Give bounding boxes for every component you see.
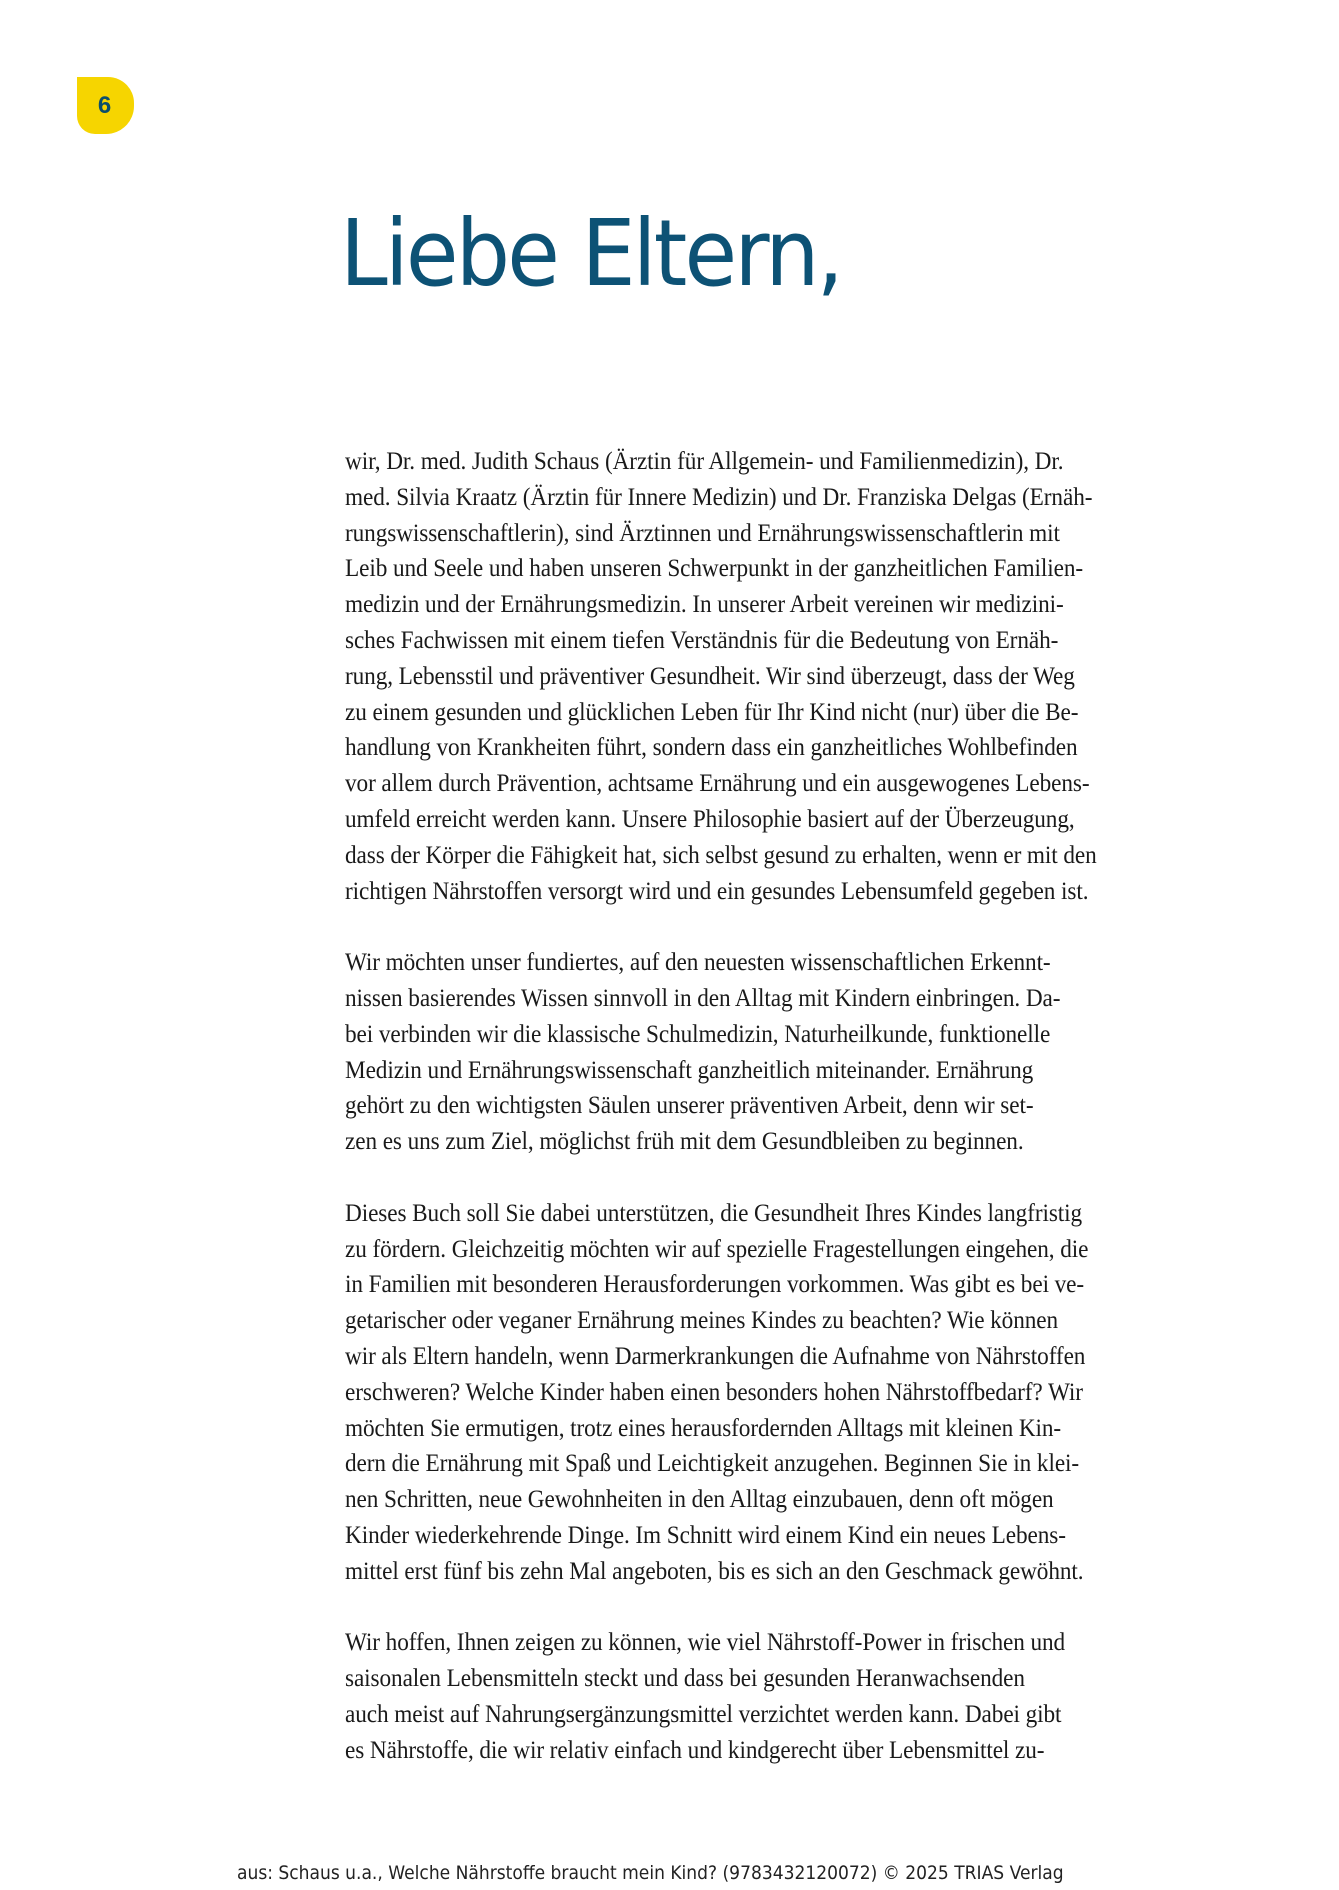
page-number: 6 (97, 91, 112, 119)
text-line: zu einem gesunden und glücklichen Leben für Ihr Kind nicht (nur) über die Be- (345, 698, 1079, 726)
text-line: dass der Körper die Fähigkeit hat, sich selbst gesund zu erhalten, wenn er mit den (345, 841, 1097, 869)
text-line: gehört zu den wichtigsten Säulen unserer präventiven Arbeit, denn wir set- (345, 1092, 1034, 1120)
text-line: mittel erst fünf bis zehn Mal angeboten, bis es sich an den Geschmack gewöhnt. (345, 1557, 1084, 1585)
text-line: med. Silvia Kraatz (Ärztin für Innere Medizin) und Dr. Franziska Delgas (Ernäh- (345, 483, 1093, 511)
body-text (345, 444, 1225, 1804)
text-line: saisonalen Lebensmitteln steckt und dass bei gesunden Heranwachsenden (345, 1665, 1025, 1693)
text-line: Medizin und Ernährungswissenschaft ganzheitlich miteinander. Ernährung (345, 1056, 1034, 1084)
paragraph-book-purpose (345, 1196, 1225, 1590)
text-line: handlung von Krankheiten führt, sondern dass ein ganzheitliches Wohlbefinden (345, 734, 1078, 762)
text-line: sches Fachwissen mit einem tiefen Verständnis für die Bedeutung von Ernäh- (345, 626, 1059, 654)
text-line: nen Schritten, neue Gewohnheiten in den Alltag einzubauen, denn oft mögen (345, 1486, 1054, 1514)
text-line: es Nährstoffe, die wir relativ einfach und kindgerecht über Lebensmittel zu- (345, 1736, 1045, 1764)
text-line: möchten Sie ermutigen, trotz eines herausfordernden Alltags mit kleinen Kin- (345, 1414, 1062, 1442)
paragraph-knowledge (345, 945, 1225, 1160)
text-line: umfeld erreicht werden kann. Unsere Philosophie basiert auf der Überzeugung, (345, 805, 1075, 833)
text-line: zen es uns zum Ziel, möglichst früh mit dem Gesundbleiben zu beginnen. (345, 1128, 1024, 1156)
text-line: Dieses Buch soll Sie dabei unterstützen, die Gesundheit Ihres Kindes langfristig (345, 1199, 1083, 1227)
text-line: erschweren? Welche Kinder haben einen besonders hohen Nährstoffbedarf? Wir (345, 1378, 1083, 1406)
text-line: getarischer oder veganer Ernährung meines Kindes zu beachten? Wie können (345, 1307, 1059, 1335)
text-line: wir, Dr. med. Judith Schaus (Ärztin für Allgemein- und Familienmedizin), Dr. (345, 448, 1064, 475)
paragraph-hope (345, 1625, 1225, 1768)
text-line: rungswissenschaftlerin), sind Ärztinnen und Ernährungswissenschaftlerin mit (345, 519, 1060, 547)
text-line: in Familien mit besonderen Herausforderungen vorkommen. Was gibt es bei ve- (345, 1271, 1085, 1299)
page-title: Liebe Eltern, (340, 200, 842, 307)
page-number-badge (77, 77, 134, 134)
text-line: auch meist auf Nahrungsergänzungsmittel verzichtet werden kann. Dabei gibt (345, 1700, 1062, 1728)
copyright-footer: aus: Schaus u.a., Welche Nährstoffe braucht mein Kind? (9783432120072) © 2025 TRIAS Verlag (237, 1862, 1064, 1884)
text-line: wir als Eltern handeln, wenn Darmerkrankungen die Aufnahme von Nährstoffen (345, 1342, 1086, 1370)
text-line: medizin und der Ernährungsmedizin. In unserer Arbeit vereinen wir medizini- (345, 591, 1064, 619)
text-line: Kinder wiederkehrende Dinge. Im Schnitt wird einem Kind ein neues Lebens- (345, 1521, 1066, 1549)
text-line: Wir möchten unser fundiertes, auf den neuesten wissenschaftlichen Erkennt- (345, 949, 1051, 977)
text-line: richtigen Nährstoffen versorgt wird und ein gesundes Lebensumfeld gegeben ist. (345, 877, 1089, 905)
text-line: Wir hoffen, Ihnen zeigen zu können, wie viel Nährstoff-Power in frischen und (345, 1629, 1066, 1657)
text-line: nissen basierendes Wissen sinnvoll in den Alltag mit Kindern einbringen. Da- (345, 984, 1061, 1012)
paragraph-intro (345, 444, 1225, 909)
text-line: vor allem durch Prävention, achtsame Ernährung und ein ausgewogenes Lebens- (345, 770, 1090, 798)
text-line: rung, Lebensstil und präventiver Gesundheit. Wir sind überzeugt, dass der Weg (345, 662, 1075, 690)
text-line: bei verbinden wir die klassische Schulmedizin, Naturheilkunde, funktionelle (345, 1020, 1051, 1048)
text-line: dern die Ernährung mit Spaß und Leichtigkeit anzugehen. Beginnen Sie in klei- (345, 1450, 1080, 1478)
text-line: zu fördern. Gleichzeitig möchten wir auf spezielle Fragestellungen eingehen, die (345, 1235, 1089, 1263)
text-line: Leib und Seele und haben unseren Schwerpunkt in der ganzheitlichen Familien- (345, 555, 1084, 583)
